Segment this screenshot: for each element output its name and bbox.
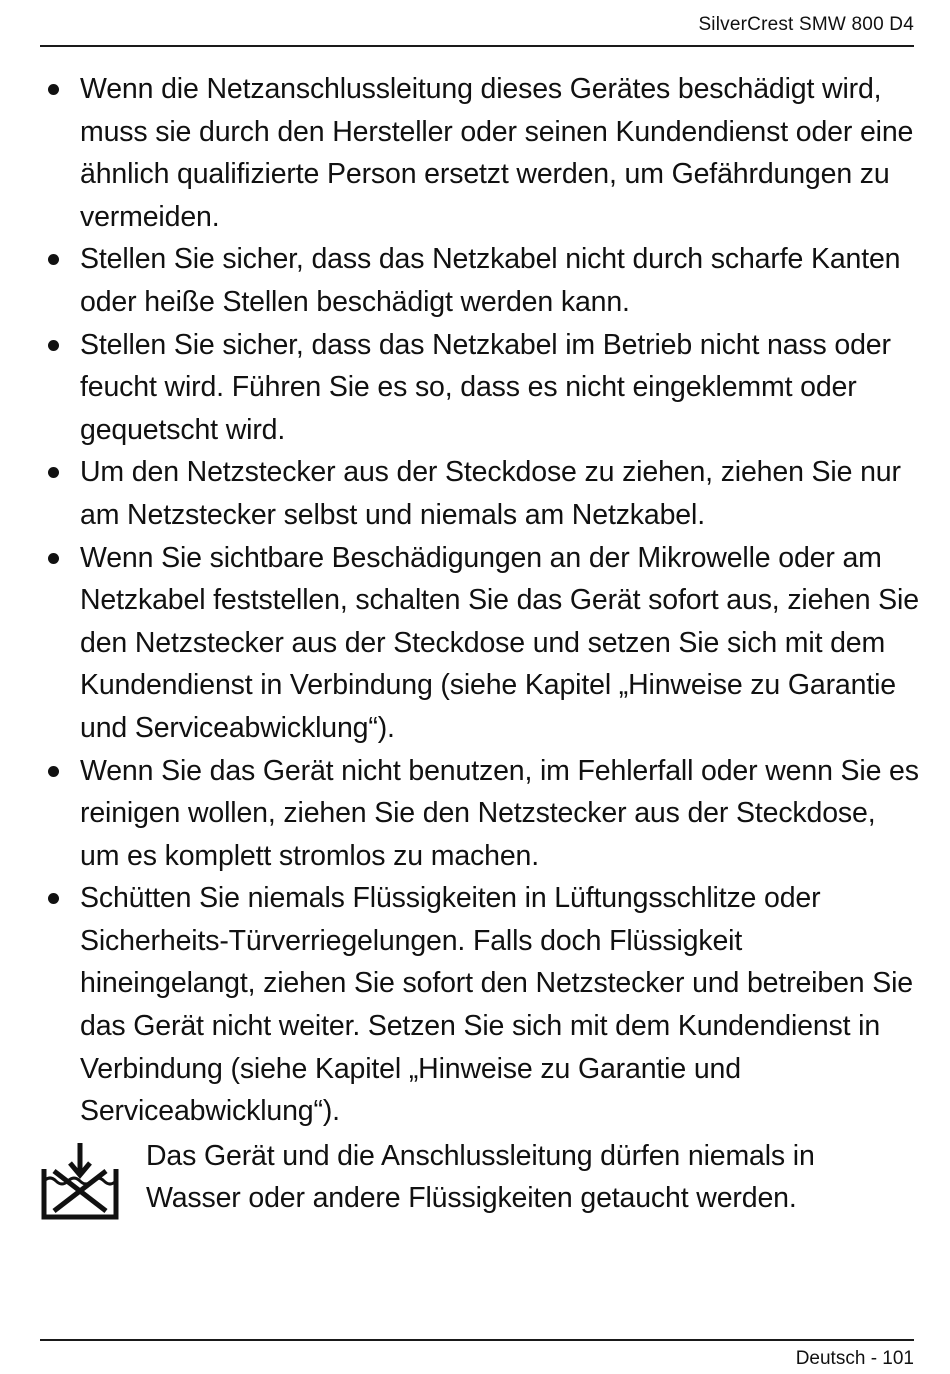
bullet-icon	[48, 340, 59, 351]
bullet-icon	[48, 893, 59, 904]
footer-separator: -	[870, 1348, 878, 1369]
list-item	[40, 68, 920, 238]
list-item	[40, 324, 920, 452]
header-title: SilverCrest SMW 800 D4	[698, 14, 914, 35]
no-immersion-icon	[40, 1141, 122, 1223]
bullet-icon	[48, 254, 59, 265]
bullet-icon	[48, 467, 59, 478]
list-item	[40, 238, 920, 323]
bullet-text: Stellen Sie sicher, dass das Netzkabel im Betrieb nicht nass oder feucht wird. Führen Sie es so, dass es nicht eingeklemmt oder gequetscht wird.	[80, 328, 891, 446]
page-content	[40, 68, 920, 1231]
footer-text	[796, 1348, 914, 1370]
list-item	[40, 451, 920, 536]
page-number: 101	[882, 1348, 914, 1369]
page-header	[40, 0, 914, 47]
immersion-warning	[40, 1135, 920, 1231]
bullet-text: Um den Netzstecker aus der Steckdose zu ziehen, ziehen Sie nur am Netzstecker selbst und niemals am Netzkabel.	[80, 456, 901, 531]
bullet-text: Stellen Sie sicher, dass das Netzkabel nicht durch scharfe Kanten oder heiße Stellen beschädigt werden kann.	[80, 243, 901, 318]
bullet-icon	[48, 766, 59, 777]
page-footer	[40, 1339, 914, 1369]
footer-language: Deutsch	[795, 1348, 866, 1369]
bullet-text: Wenn Sie sichtbare Beschädigungen an der Mikrowelle oder am Netzkabel feststellen, schalten Sie das Gerät sofort aus, ziehen Sie den Netzstecker aus der Steckdose und setzen Sie sich mit dem Kundendienst in Verbindung (siehe Kapitel „Hinweise zu Garantie und Serviceabwicklung“).	[80, 541, 919, 744]
bullet-text: Wenn Sie das Gerät nicht benutzen, im Fehlerfall oder wenn Sie es reinigen wollen, ziehen Sie den Netzstecker aus der Steckdose, um es komplett stromlos zu machen.	[80, 754, 919, 872]
safety-bullet-list	[40, 68, 920, 1133]
bullet-text: Wenn die Netzanschlussleitung dieses Gerätes beschädigt wird, muss sie durch den Hersteller oder seinen Kundendienst oder eine ähnlich qualifizierte Person ersetzt werden, um Gefährdungen zu vermeiden.	[80, 73, 914, 233]
warning-text: Das Gerät und die Anschlussleitung dürfen niemals in Wasser oder andere Flüssigkeiten getaucht werden.	[146, 1139, 815, 1215]
list-item	[40, 750, 920, 878]
list-item	[40, 537, 920, 750]
list-item	[40, 877, 920, 1133]
bullet-icon	[48, 84, 59, 95]
bullet-icon	[48, 553, 59, 564]
bullet-text: Schütten Sie niemals Flüssigkeiten in Lüftungsschlitze oder Sicherheits-Türverriegelungen. Falls doch Flüssigkeit hineingelangt, ziehen Sie sofort den Netzstecker und betreiben Sie das Gerät nicht weiter. Setzen Sie sich mit dem Kundendienst in Verbindung (siehe Kapitel „Hinweise zu Garantie und Serviceabwicklung“).	[80, 882, 913, 1128]
